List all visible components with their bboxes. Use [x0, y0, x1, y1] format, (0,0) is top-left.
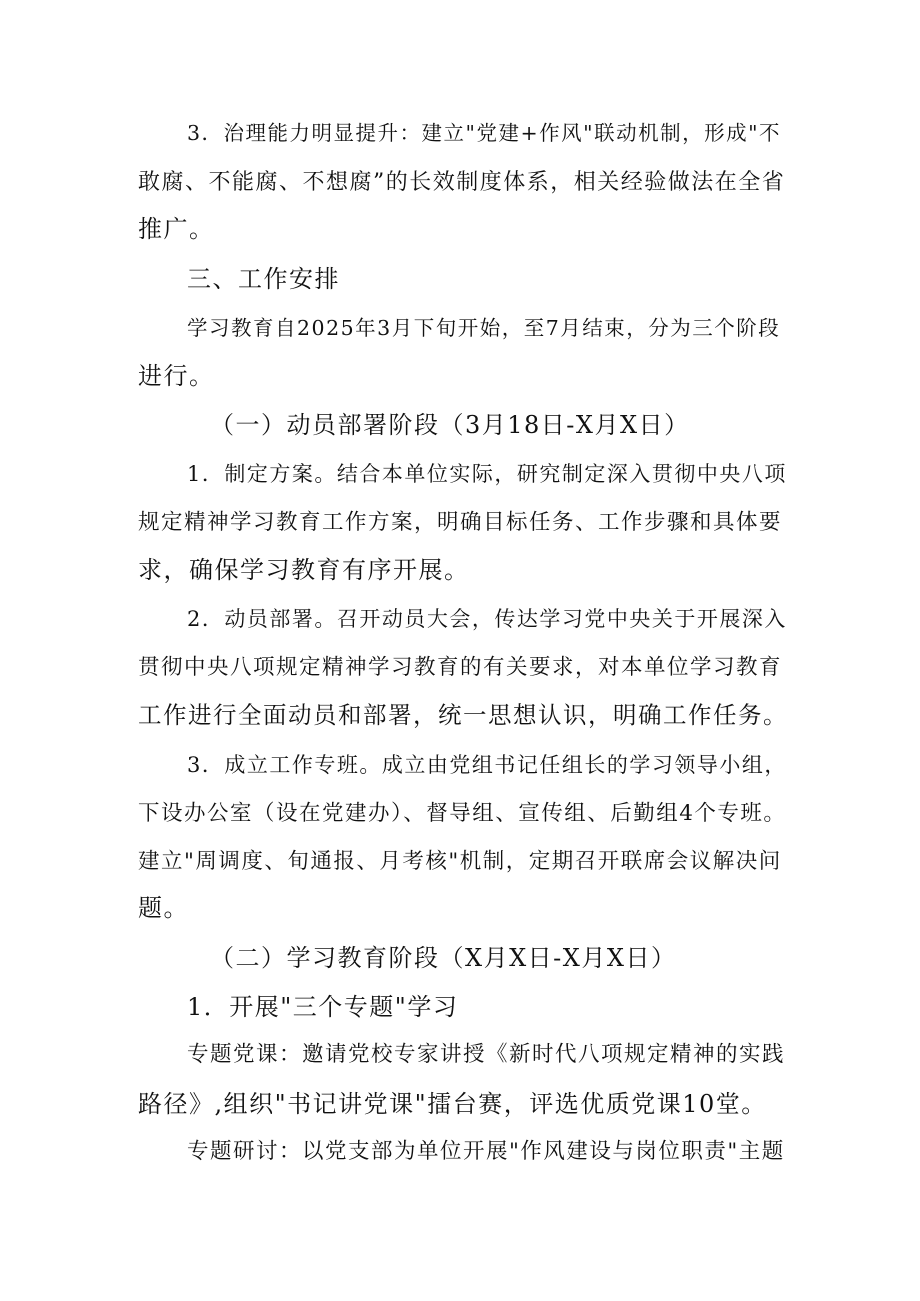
paragraph-line: 下设办公室（设在党建办）、督导组、宣传组、后勤组4个专班。 — [138, 801, 787, 826]
paragraph-line: 敢腐、不能腐、不想腐”的长效制度体系，相关经验做法在全省 — [138, 170, 786, 195]
paragraph-line: 3．成立工作专班。成立由党组书记任组长的学习领导小组， — [187, 753, 787, 777]
subsection-heading: （二）学习教育阶段（X月X日-X月X日） — [210, 944, 677, 972]
paragraph-line: 工作进行全面动员和部署，统一思想认识，明确工作任务。 — [138, 701, 788, 729]
paragraph-line: 2．动员部署。召开动员大会，传达学习党中央关于开展深入 — [187, 607, 787, 631]
paragraph-line: 规定精神学习教育工作方案，明确目标任务、工作步骤和具体要 — [138, 510, 783, 535]
paragraph-line: 1．制定方案。结合本单位实际，研究制定深入贯彻中央八项 — [187, 462, 787, 486]
paragraph-line: 贯彻中央八项规定精神学习教育的有关要求，对本单位学习教育 — [138, 655, 783, 680]
section-heading: 三、工作安排 — [187, 265, 340, 293]
paragraph-line: 建立"周调度、旬通报、月考核"机制，定期召开联席会议解决问 — [138, 849, 782, 874]
paragraph-line: 学习教育自2025年3月下旬开始，至7月结束，分为三个阶段 — [187, 316, 781, 340]
paragraph-line: 路径》,组织"书记讲党课"擂台赛，评选优质党课10堂。 — [138, 1090, 767, 1118]
paragraph-line: 1．开展"三个专题"学习 — [187, 993, 459, 1021]
paragraph-line: 题。 — [138, 894, 189, 922]
paragraph-line: 3．治理能力明显提升：建立"党建+作风"联动机制，形成"不 — [187, 121, 782, 145]
paragraph-line: 进行。 — [138, 362, 215, 390]
paragraph-line: 专题党课：邀请党校专家讲授《新时代八项规定精神的实践 — [187, 1042, 786, 1067]
subsection-heading: （一）动员部署阶段（3月18日-X月X日） — [210, 411, 690, 439]
paragraph-line: 推广。 — [138, 215, 215, 243]
paragraph-line: 专题研讨：以党支部为单位开展"作风建设与岗位职责"主题 — [187, 1139, 785, 1164]
paragraph-line: 求，确保学习教育有序开展。 — [138, 556, 470, 584]
